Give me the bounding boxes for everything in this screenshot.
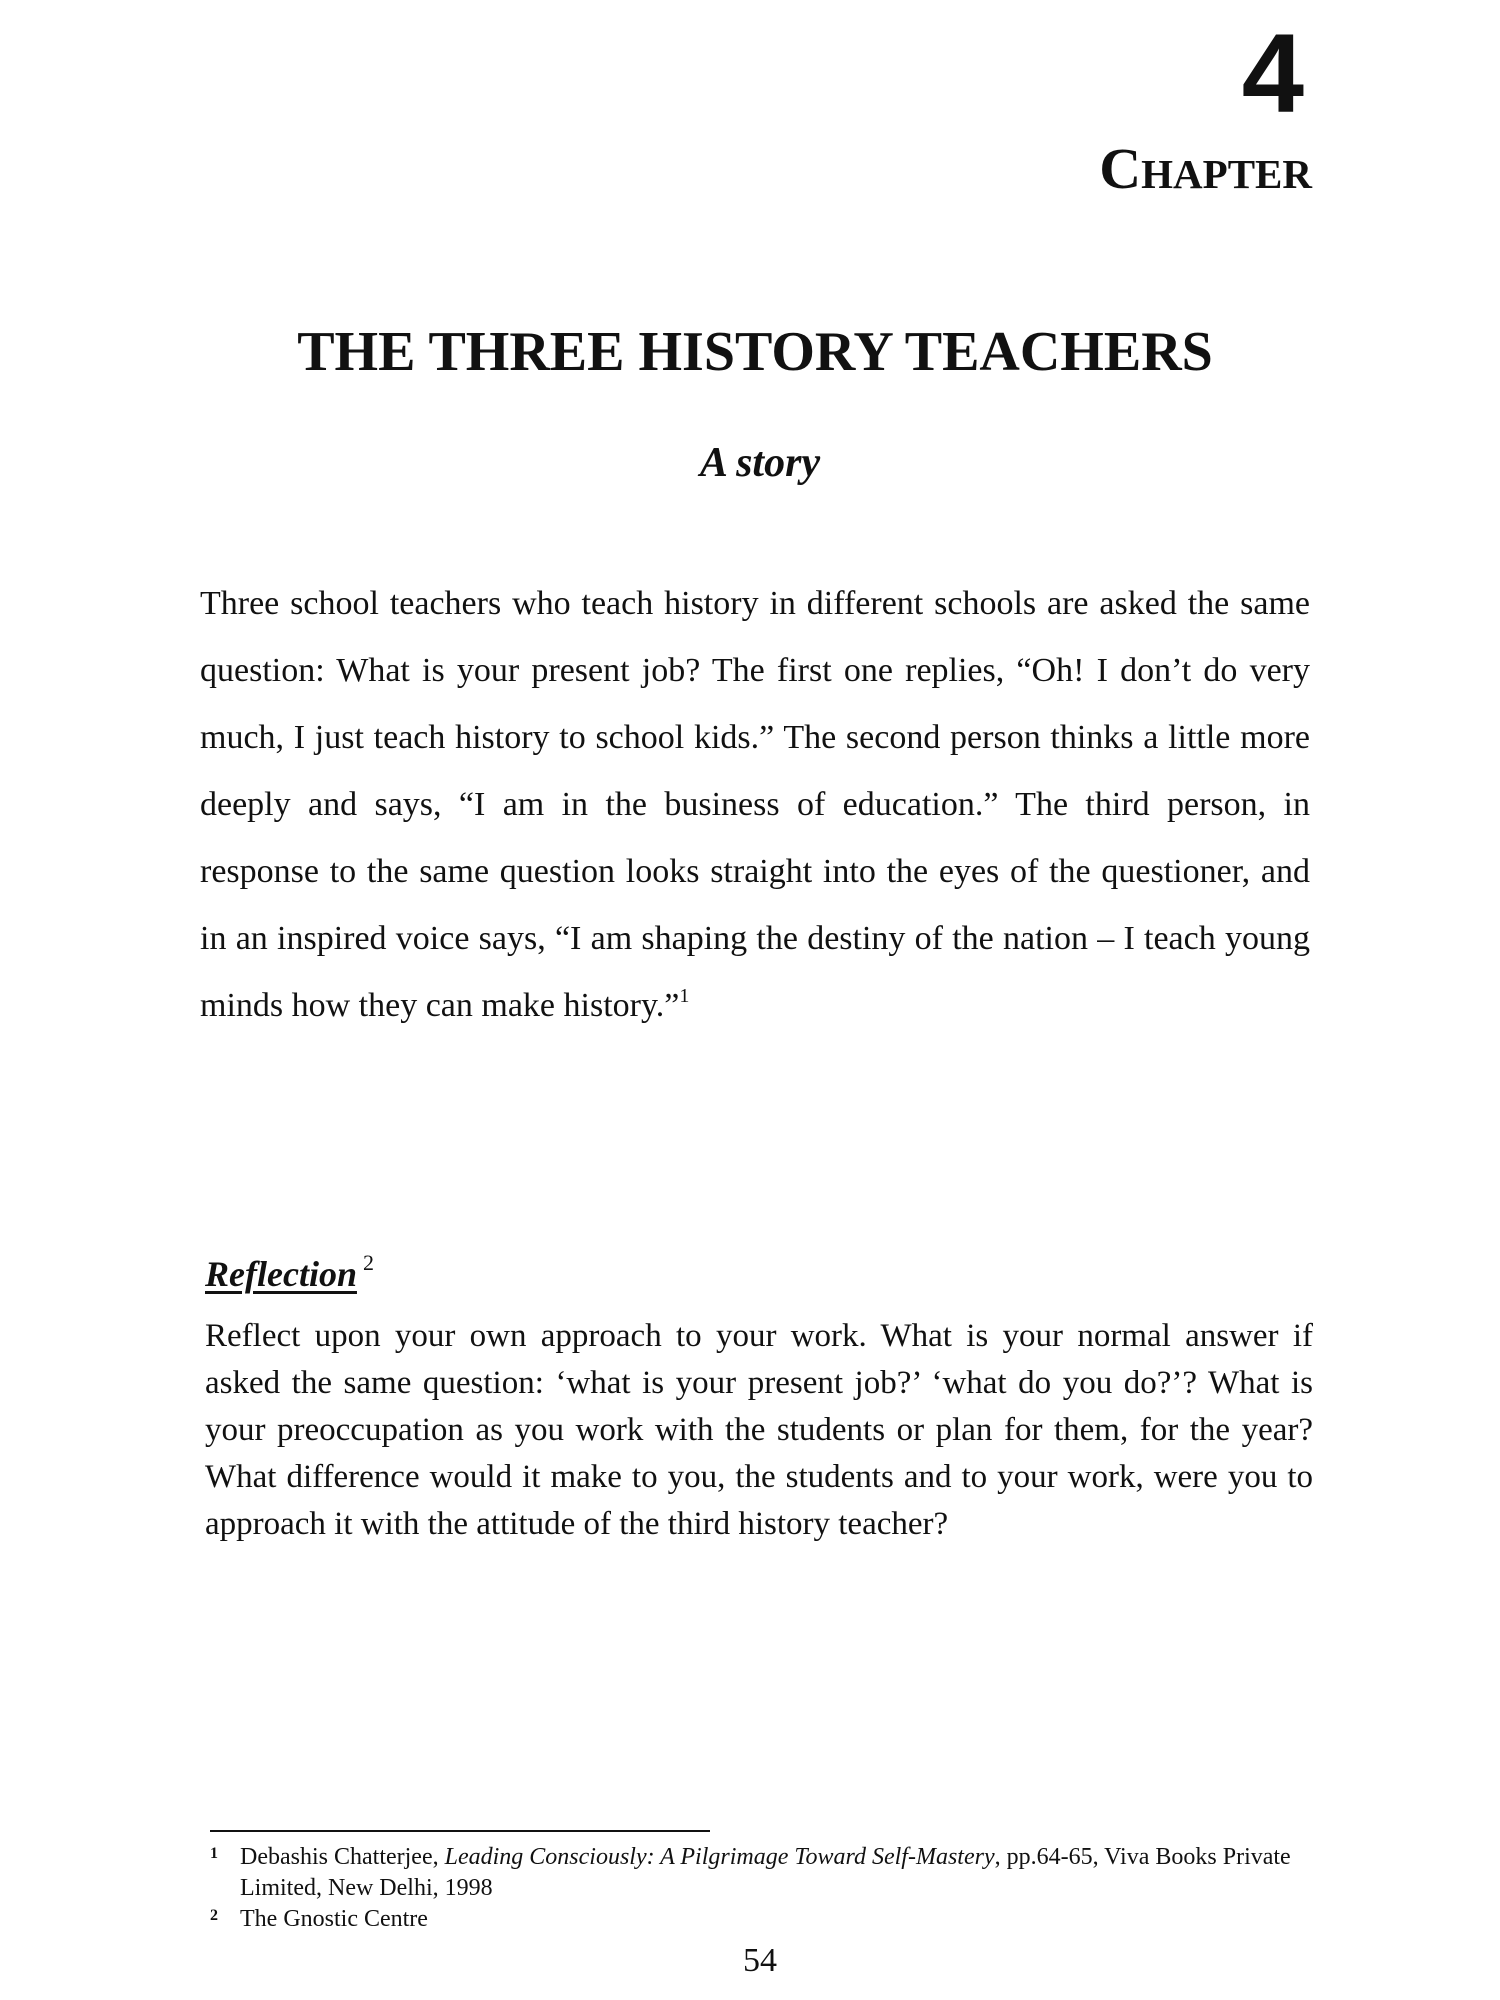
footnote-ref-2: 2: [362, 1250, 374, 1275]
footnote-2-text: The Gnostic Centre: [240, 1906, 428, 1932]
reflection-heading-text: Reflection: [205, 1254, 357, 1294]
footnote-1: [210, 1842, 1320, 1904]
chapter-label: Chapter: [1099, 136, 1312, 201]
footnote-mark-1: 1: [210, 1845, 218, 1862]
footnote-mark-2: 2: [210, 1907, 218, 1924]
footnote-1-details: , pp.64-65, Viva Books Private Limited, New Delhi, 1998: [240, 1844, 1291, 1901]
story-text: Three school teachers who teach history in different schools are asked the same question: What is your present job? The first one replies, “Oh! I don’t do very much, I just teach history to school kids.” The second person thinks a little more deeply and says, “I am in the business of education.” The third person, in response to the same question looks straight into the eyes of the questioner, and in an inspired voice says, “I am shaping the destiny of the nation – I teach young minds how they can make history.”: [200, 585, 1310, 1024]
page-number: 54: [743, 1942, 777, 1979]
reflection-paragraph: Reflect upon your own approach to your work. What is your normal answer if asked the same question: ‘what is your present job?’ ‘what do you do?’? What is your preoccupation as you work with the students or plan for them, for the year? What difference would it make to you, the students and to your work, were you to approach it with the attitude of the third history teacher?: [205, 1318, 1313, 1542]
footnote-1-author: Debashis Chatterjee,: [240, 1844, 445, 1870]
footnotes-list: [210, 1842, 1320, 1935]
footnote-2: [210, 1904, 1320, 1935]
chapter-title: THE THREE HISTORY TEACHERS: [297, 321, 1213, 383]
reflection-heading: [205, 1250, 374, 1296]
footnote-divider: [210, 1830, 710, 1832]
chapter-number: 4: [1241, 11, 1304, 136]
story-paragraph: [200, 570, 1310, 1039]
footnote-1-title: Leading Consciously: A Pilgrimage Toward Self-Mastery: [444, 1844, 995, 1870]
footnote-ref-1: 1: [679, 985, 690, 1007]
chapter-subtitle: A story: [699, 440, 821, 486]
